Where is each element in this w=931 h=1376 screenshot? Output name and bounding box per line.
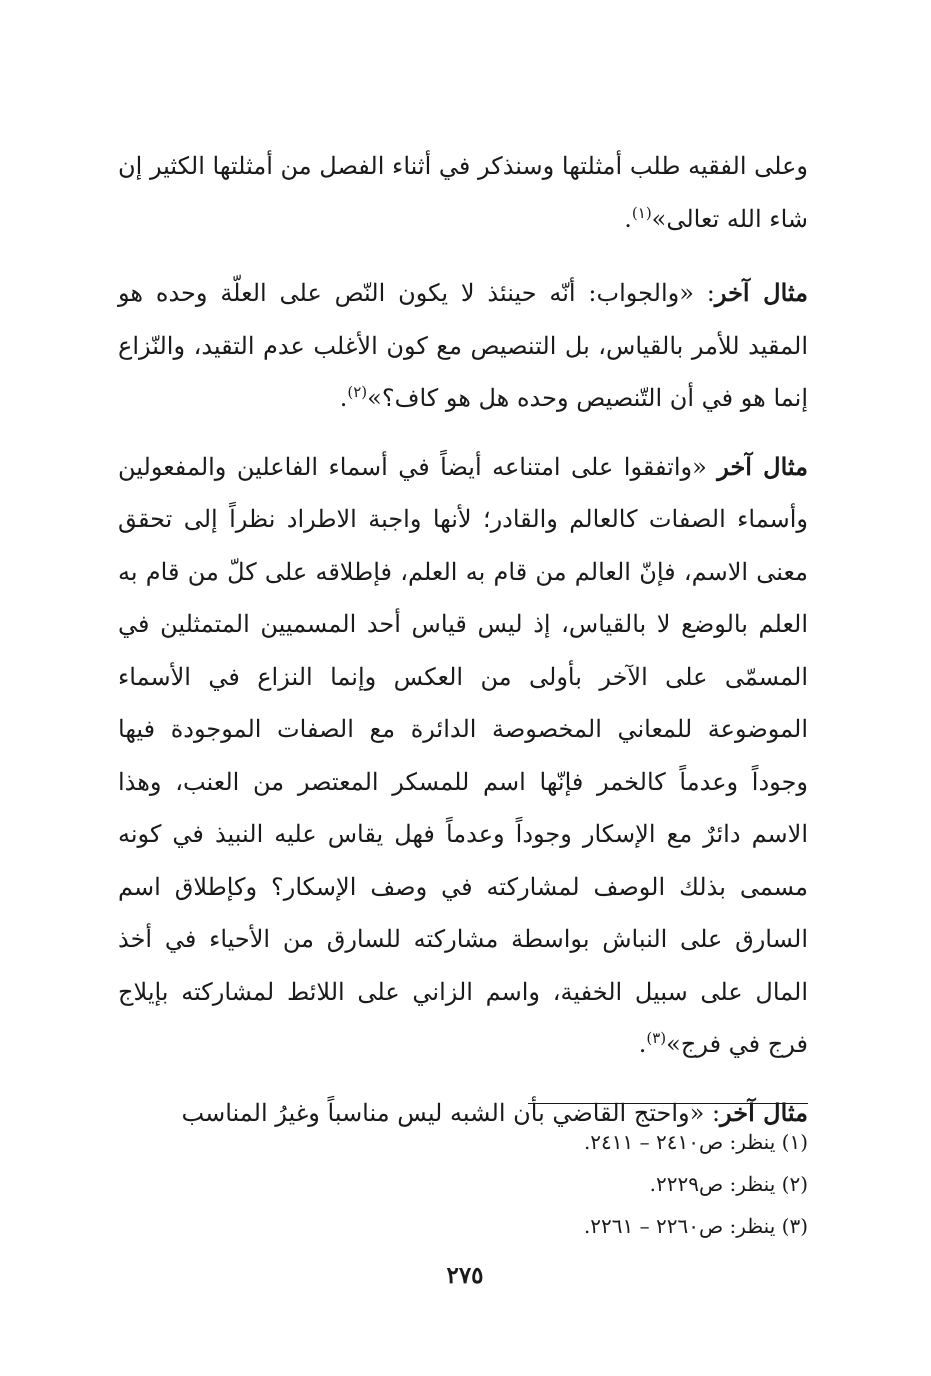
footnote-2: (٢) ينظر: ص٢٢٢٩. — [649, 1172, 808, 1196]
footnotes — [380, 1121, 808, 1247]
paragraph-text: «واتفقوا على امتناعه أيضاً في أسماء الفاعلين والمفعولين وأسماء الصفات كالعالم والقادر؛ لأنها واجبة الاطراد نظراً إلى تحقق معنى الاسم، فإنّ العالم من قام به العلم، فإطلاقه على كلّ من قام به العلم بالوضع لا بالقياس، إذ ليس قياس أحد المسميين المتمثلين في المسمّى على الآخر بأولى من العكس وإنما النزاع في الأسماء الموضوعة للمعاني المخصوصة الدائرة مع الصفات الموجودة فيها وجوداً وعدماً كالخمر فإنّها اسم للمسكر المعتصر من العنب، وهذا الاسم دائرٌ مع الإسكار وجوداً وعدماً فهل يقاس عليه النبيذ في كونه مسمى بذلك الوصف لمشاركته في وصف الإسكار؟ وكإطلاق اسم السارق على النباش بواسطة مشاركته للسارق من الأحياء في أخذ المال على سبيل الخفية، واسم الزاني على اللائط لمشاركته بإيلاج فرج في فرج» — [118, 452, 808, 1058]
page-number: ٢٧٥ — [446, 1262, 484, 1289]
paragraph-text: وعلى الفقيه طلب أمثلتها وسنذكر في أثناء الفصل من أمثلتها الكثير إن شاء الله تعالى» — [118, 152, 808, 233]
paragraph-end: . — [638, 1030, 647, 1058]
paragraph-1 — [118, 140, 808, 245]
paragraph-end: . — [339, 384, 348, 412]
example-heading: مثال آخر — [720, 1097, 808, 1127]
paragraph-2 — [118, 267, 808, 425]
footnote-3: (٣) ينظر: ص٢٢٦٠ – ٢٢٦١. — [583, 1214, 808, 1238]
example-heading: مثال آخر — [714, 278, 808, 307]
paragraph-end: . — [624, 204, 632, 233]
paragraph-text: : «والجواب: أنّه حينئذ لا يكون النّص على العلّة وحده هو المقيد للأمر بالقياس، بل التنصيص مع كون الأغلب عدم التقيد، والنّزاع إنما هو في أن التّنصيص وحده هل هو كاف؟» — [118, 279, 808, 412]
footnote-marker: (٢) — [347, 383, 368, 401]
paragraph-text: : «واحتج القاضي بأن الشبه ليس مناسباً وغيرُ المناسب — [181, 1098, 721, 1127]
main-text — [118, 140, 808, 1155]
footnote-1: (١) ينظر: ص٢٤١٠ – ٢٤١١. — [583, 1130, 808, 1154]
footnote-marker: (١) — [631, 203, 652, 222]
paragraph-3 — [118, 441, 808, 1071]
footnote-separator — [528, 1103, 808, 1104]
example-heading: مثال آخر — [717, 451, 808, 481]
footnote-marker: (٣) — [646, 1029, 667, 1047]
